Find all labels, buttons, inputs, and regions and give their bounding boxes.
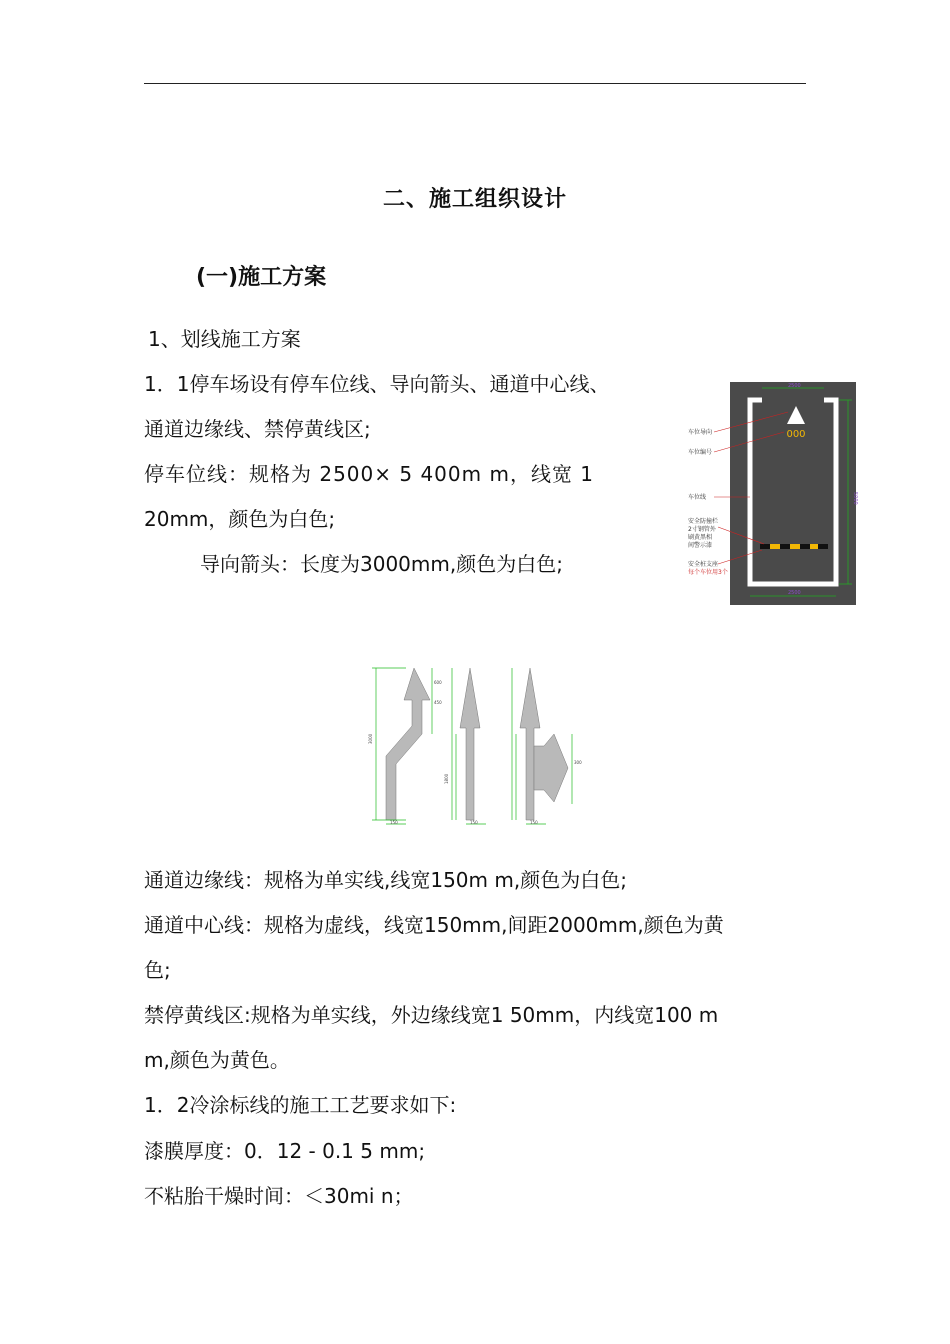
svg-text:2500: 2500 bbox=[788, 383, 801, 389]
svg-text:3000: 3000 bbox=[368, 733, 373, 744]
svg-text:刷黄黑相: 刷黄黑相 bbox=[688, 534, 713, 541]
paragraph-heading: 1、划线施工方案 bbox=[148, 327, 301, 351]
guide-arrows-diagram bbox=[366, 664, 590, 826]
section-title: (一)施工方案 bbox=[196, 265, 327, 290]
paragraph: 停车位线：规格为 2500× 5 400m m，线宽 1 bbox=[144, 462, 595, 486]
header-rule bbox=[144, 83, 806, 84]
svg-text:300: 300 bbox=[574, 760, 582, 765]
paragraph: 1．1停车场设有停车位线、导向箭头、通道中心线、 bbox=[144, 372, 610, 396]
svg-text:2寸钢管外: 2寸钢管外 bbox=[688, 526, 716, 533]
svg-text:600: 600 bbox=[434, 680, 442, 685]
paragraph: 色; bbox=[144, 958, 171, 982]
svg-text:450: 450 bbox=[434, 700, 442, 705]
svg-text:150: 150 bbox=[390, 820, 398, 825]
svg-text:安全防撞栏: 安全防撞栏 bbox=[688, 518, 719, 525]
paragraph: 1．2冷涂标线的施工工艺要求如下: bbox=[144, 1093, 457, 1117]
svg-text:车位导向: 车位导向 bbox=[688, 429, 713, 436]
paragraph: 导向箭头：长度为3000mm,颜色为白色; bbox=[200, 552, 563, 576]
svg-text:车位编号: 车位编号 bbox=[688, 449, 713, 456]
svg-text:2500: 2500 bbox=[788, 590, 801, 596]
chapter-title: 二、施工组织设计 bbox=[382, 187, 567, 212]
paragraph: 通道边缘线、禁停黄线区; bbox=[144, 417, 371, 441]
svg-text:安全桩支座: 安全桩支座 bbox=[688, 561, 719, 568]
svg-text:5000: 5000 bbox=[852, 492, 858, 505]
paragraph: 禁停黄线区:规格为单实线，外边缘线宽1 50mm，内线宽100 m bbox=[144, 1003, 719, 1027]
paragraph: m,颜色为黄色。 bbox=[144, 1048, 290, 1072]
parking-space-diagram bbox=[684, 382, 874, 606]
svg-text:150: 150 bbox=[530, 820, 538, 825]
svg-text:间警示漆: 间警示漆 bbox=[688, 542, 713, 549]
svg-text:1800: 1800 bbox=[444, 773, 449, 784]
svg-text:车位线: 车位线 bbox=[688, 494, 707, 501]
paragraph: 通道边缘线：规格为单实线,线宽150m m,颜色为白色; bbox=[144, 868, 627, 892]
paragraph: 漆膜厚度：0．12 - 0.1 5 mm; bbox=[144, 1139, 426, 1163]
paragraph: 不粘胎干燥时间：＜30mi n； bbox=[144, 1184, 414, 1208]
svg-text:150: 150 bbox=[470, 820, 478, 825]
parking-number: 000 bbox=[786, 429, 806, 440]
paragraph: 20mm，颜色为白色; bbox=[144, 507, 336, 531]
svg-text:每个车位用3个: 每个车位用3个 bbox=[688, 569, 728, 576]
paragraph: 通道中心线：规格为虚线，线宽150mm,间距2000mm,颜色为黄 bbox=[144, 913, 724, 937]
